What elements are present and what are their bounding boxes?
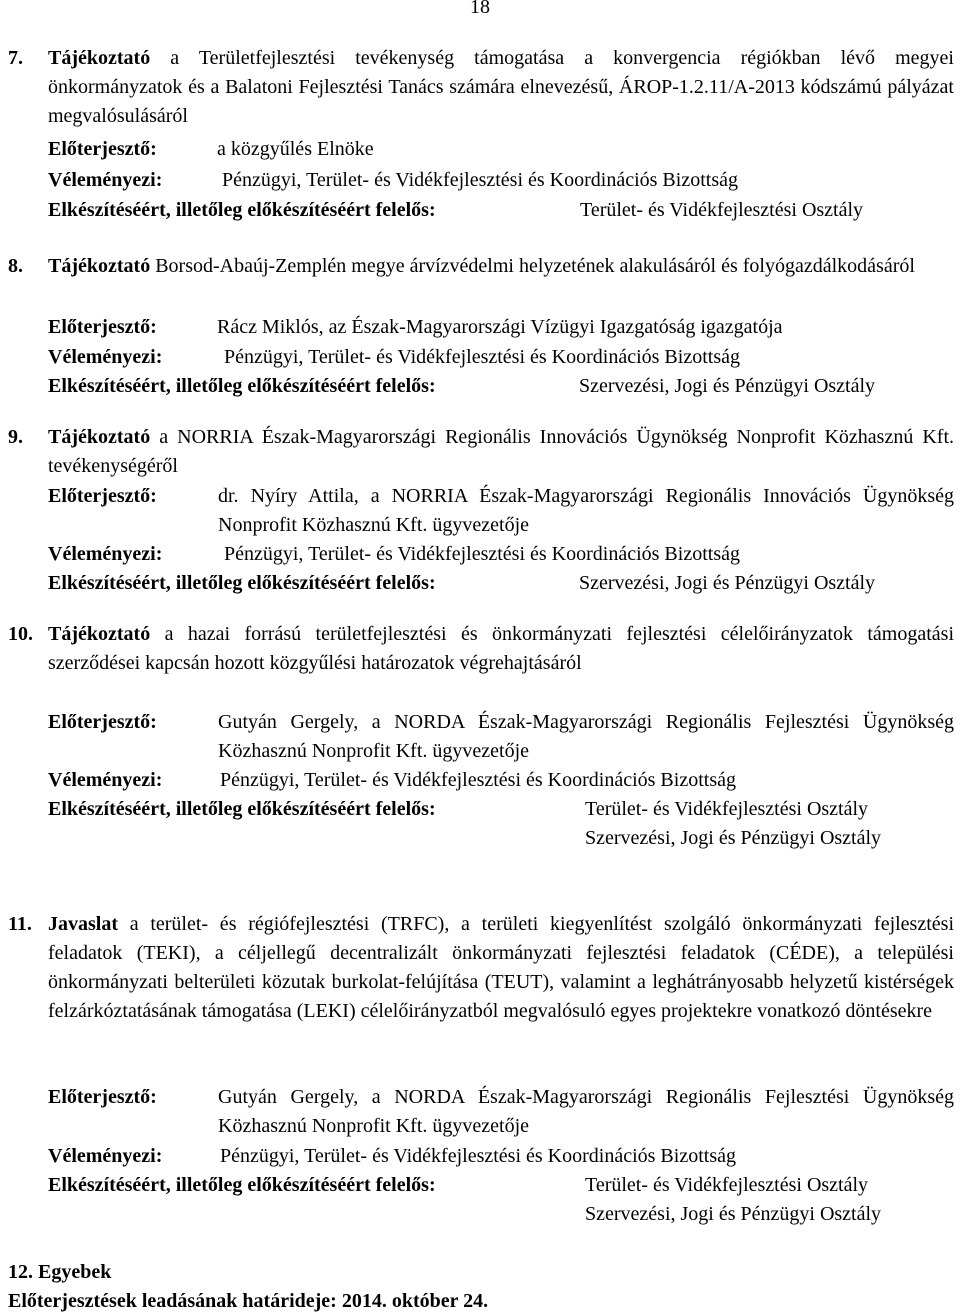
presenter-value: a közgyűlés Elnöke — [217, 138, 374, 160]
reviewer-label: Véleményezi: — [48, 169, 163, 191]
item-title-lead: Tájékoztató — [48, 47, 151, 69]
presenter-value: dr. Nyíry Attila, a NORRIA Észak-Magyarországi Regionális Innovációs Ügynökség Nonprofit Közhasznú Kft. ügyvezetője — [218, 485, 954, 536]
item-title — [48, 423, 954, 481]
item-title-lead: Javaslat — [48, 913, 118, 935]
deadline: Előterjesztések leadásának határideje: 2014. október 24. — [8, 1290, 489, 1312]
responsible-label: Elkészítéséért, illetőleg előkészítéséért felelős: — [48, 572, 436, 594]
responsible-value: Szervezési, Jogi és Pénzügyi Osztály — [579, 572, 876, 594]
item-title-rest: Borsod-Abaúj-Zemplén megye árvízvédelmi helyzetének alakulásáról és folyógazdálkodásáról — [150, 255, 915, 277]
reviewer-label: Véleményezi: — [48, 1145, 163, 1167]
responsible-value: Szervezési, Jogi és Pénzügyi Osztály — [579, 375, 876, 397]
responsible-value: Terület- és Vidékfejlesztési Osztály — [580, 199, 864, 221]
reviewer-label: Véleményezi: — [48, 346, 163, 368]
presenter-value: Rácz Miklós, az Észak-Magyarországi Vízügyi Igazgatóság igazgatója — [217, 316, 783, 338]
presenter-value: Gutyán Gergely, a NORDA Észak-Magyarországi Regionális Fejlesztési Ügynökség Közhasznú Nonprofit Kft. ügyvezetője — [218, 711, 954, 762]
responsible-value: Terület- és Vidékfejlesztési Osztály — [585, 1174, 869, 1196]
responsible-label: Elkészítéséért, illetőleg előkészítéséért felelős: — [48, 798, 436, 820]
item-title-rest: a Területfejlesztési tevékenység támogatása a konvergencia régiókban lévő megyei önkormányzatok és a Balatoni Fejlesztési Tanács számára elnevezésű, ÁROP-1.2.11/A-2013 kódszámú pályázat megvalósulásáról — [48, 47, 954, 127]
item-title — [48, 910, 954, 1026]
page-number: 18 — [470, 0, 490, 18]
reviewer-value: Pénzügyi, Terület- és Vidékfejlesztési és Koordinációs Bizottság — [220, 769, 736, 791]
reviewer-value: Pénzügyi, Terület- és Vidékfejlesztési és Koordinációs Bizottság — [222, 169, 738, 191]
item-title-rest: a NORRIA Észak-Magyarországi Regionális Innovációs Ügynökség Nonprofit Közhasznú Kft. tevékenységéről — [48, 426, 954, 477]
item-title — [48, 44, 954, 131]
item-title-lead: Tájékoztató — [48, 426, 151, 448]
responsible-label: Elkészítéséért, illetőleg előkészítéséért felelős: — [48, 1174, 436, 1196]
item-number: 8. — [8, 255, 23, 277]
presenter-label: Előterjesztő: — [48, 711, 157, 733]
item-title — [48, 620, 954, 678]
reviewer-value: Pénzügyi, Terület- és Vidékfejlesztési és Koordinációs Bizottság — [220, 1145, 736, 1167]
item-number: 10. — [8, 623, 33, 645]
responsible-value-2: Szervezési, Jogi és Pénzügyi Osztály — [585, 827, 882, 849]
item-title-rest: a hazai forrású területfejlesztési és önkormányzati fejlesztési célelőirányzatok támogatási szerződései kapcsán hozott közgyűlési határozatok végrehajtásáról — [48, 623, 954, 674]
item-number: 11. — [8, 913, 32, 935]
item-title-lead: Tájékoztató — [48, 623, 151, 645]
responsible-label: Elkészítéséért, illetőleg előkészítéséért felelős: — [48, 199, 436, 221]
presenter-value: Gutyán Gergely, a NORDA Észak-Magyarországi Regionális Fejlesztési Ügynökség Közhasznú Nonprofit Kft. ügyvezetője — [218, 1086, 954, 1137]
other-item: 12. Egyebek — [8, 1261, 112, 1283]
responsible-label: Elkészítéséért, illetőleg előkészítéséért felelős: — [48, 375, 436, 397]
item-title — [48, 252, 954, 281]
presenter-label: Előterjesztő: — [48, 316, 157, 338]
item-number: 9. — [8, 426, 23, 448]
responsible-value: Terület- és Vidékfejlesztési Osztály — [585, 798, 869, 820]
item-title-lead: Tájékoztató — [48, 255, 151, 277]
presenter-label: Előterjesztő: — [48, 1086, 157, 1108]
reviewer-label: Véleményezi: — [48, 543, 163, 565]
reviewer-label: Véleményezi: — [48, 769, 163, 791]
presenter-label: Előterjesztő: — [48, 138, 157, 160]
item-title-rest: a terület- és régiófejlesztési (TRFC), a területi kiegyenlítést szolgáló önkormányzati fejlesztési feladatok (TEKI), a céljellegű decentralizált önkormányzati fejlesztési feladatok (CÉDE), a települési önkormányzati belterületi közutak burkolat-felújítása (TEUT), valamint a leghátrányosabb helyzetű kistérségek felzárkóztatásának támogatása (LEKI) célelőirányzatból megvalósuló egyes projektekre vonatkozó döntésekre — [48, 913, 954, 1022]
responsible-value-2: Szervezési, Jogi és Pénzügyi Osztály — [585, 1203, 882, 1225]
reviewer-value: Pénzügyi, Terület- és Vidékfejlesztési és Koordinációs Bizottság — [224, 543, 740, 565]
item-number: 7. — [8, 47, 23, 69]
presenter-label: Előterjesztő: — [48, 485, 157, 507]
reviewer-value: Pénzügyi, Terület- és Vidékfejlesztési és Koordinációs Bizottság — [224, 346, 740, 368]
